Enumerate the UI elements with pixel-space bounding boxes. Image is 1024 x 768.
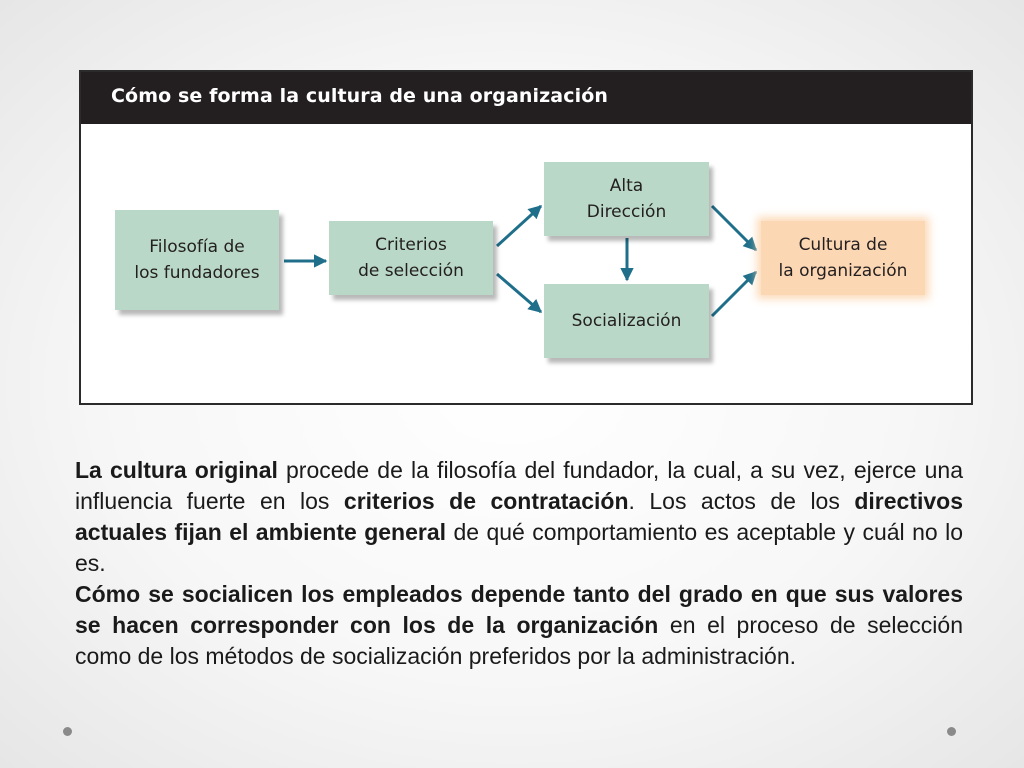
diagram-title: Cómo se forma la cultura de una organización [111, 85, 608, 107]
text-bold: criterios de contratación [343, 488, 629, 514]
node-socialization-label: Socialización [571, 311, 682, 331]
arrow-selection-to-top-management [497, 206, 541, 246]
arrow-socialization-to-culture [712, 272, 756, 316]
text-regular: de qué comportamiento es aceptable y cuál no lo es. [75, 519, 963, 576]
node-selection-criteria-label: Criterios de selección [358, 235, 464, 281]
text-regular: procede de la filosofía del fundador, la cual, a su vez, ejerce una influencia fuerte en los [75, 457, 963, 514]
diagram-figure [79, 70, 973, 405]
node-top-management [544, 162, 709, 236]
slide-body-text [75, 455, 963, 672]
node-founders-philosophy [115, 210, 279, 310]
node-organization-culture-label: Cultura de la organización [778, 235, 908, 281]
text-regular: en el proceso de selección como de los métodos de socialización preferidos por la administración. [75, 612, 963, 669]
text-bold: La cultura original [75, 457, 278, 483]
arrow-selection-to-socialization [497, 274, 541, 312]
node-selection-criteria [329, 221, 493, 295]
paragraph-original-culture [75, 455, 963, 579]
paragraph-socialization [75, 579, 963, 672]
decorative-dot-left [63, 727, 72, 736]
text-bold: Cómo se socialicen los empleados depende tanto del grado en que sus valores se hacen corresponder con los de la organización [75, 581, 963, 638]
arrow-top-management-to-culture [712, 206, 756, 250]
node-founders-philosophy-label: Filosofía de los fundadores [134, 237, 260, 283]
node-organization-culture [761, 221, 925, 295]
text-regular: . Los actos de los [628, 488, 855, 514]
text-bold: directivos actuales fijan el ambiente general [75, 488, 963, 545]
node-top-management-label: Alta Dirección [586, 176, 667, 222]
node-socialization [544, 284, 709, 358]
decorative-dot-right [947, 727, 956, 736]
